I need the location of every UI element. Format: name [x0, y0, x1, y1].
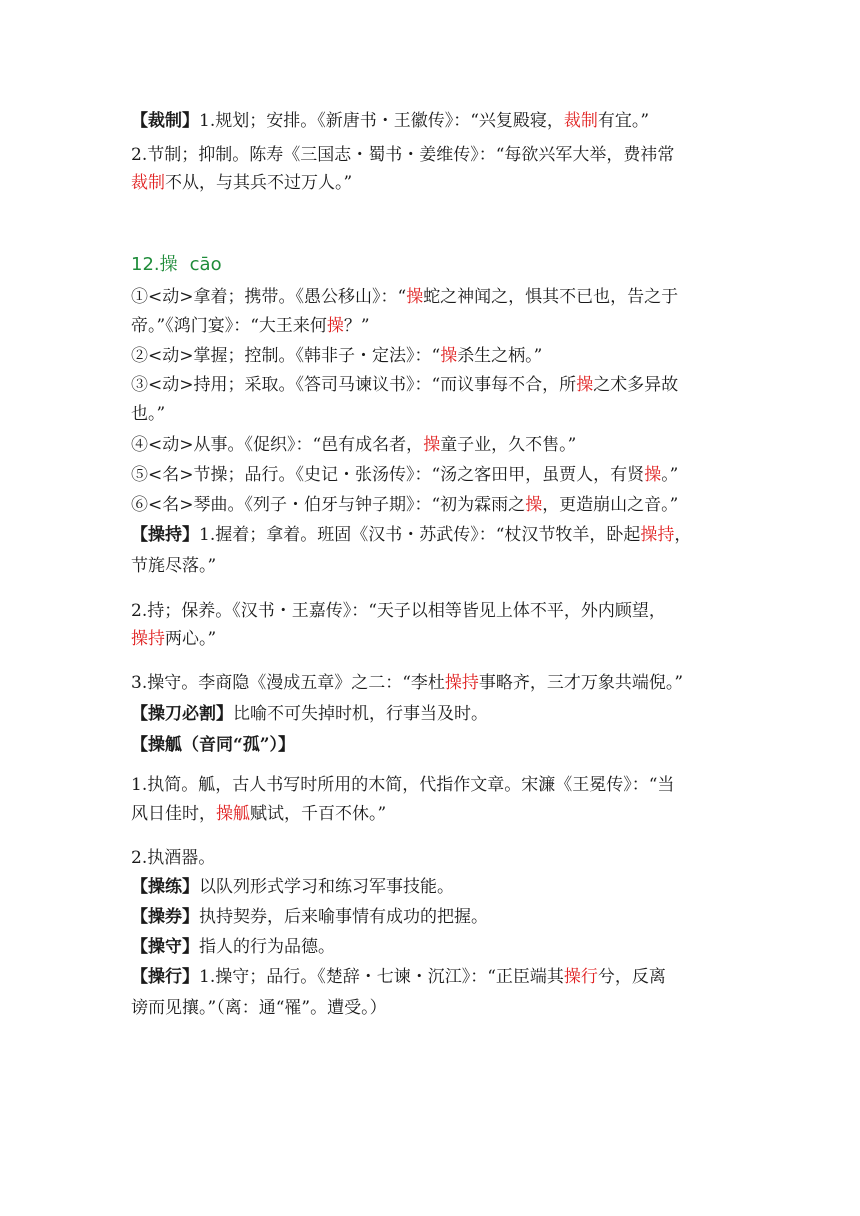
text-segment: ②<动>掌握；控制。《韩非子・定法》：“: [131, 346, 441, 366]
term-bracket: 【操持】: [131, 525, 199, 545]
text-segment: ，: [674, 525, 692, 545]
text-segment: 童子业，久不售。”: [440, 435, 577, 455]
text-segment: 3.操守。李商隐《漫成五章》之二：“李杜: [131, 673, 445, 693]
term-bracket: 【裁制】: [131, 111, 199, 131]
text-line: [131, 703, 488, 725]
text-line: [131, 110, 649, 132]
text-segment: 1.规划；安排。《新唐书・王徽传》：“兴复殿寝，: [199, 111, 564, 131]
heading-pinyin: cāo: [189, 254, 222, 275]
text-segment: 事略齐，三才万象共端倪。”: [478, 673, 684, 693]
term-bracket: 【操券】: [131, 907, 199, 927]
highlighted-term: 裁制: [131, 173, 165, 193]
text-segment: 有宜。”: [597, 111, 650, 131]
text-segment: 风日佳时，: [131, 804, 216, 824]
text-segment: 之术多异故: [593, 375, 679, 395]
text-segment: 帝。”《鸿门宴》：“大王来何: [131, 316, 327, 336]
text-line: [131, 774, 674, 796]
text-segment: ，更造崩山之音。”: [542, 495, 679, 515]
text-line: [131, 144, 674, 166]
text-line: [131, 464, 678, 486]
text-segment: 谤而见攘。”（离：通“罹”。遭受。）: [131, 998, 387, 1018]
text-segment: ⑤<名>节操；品行。《史记・张汤传》：“汤之客田甲，虽贾人，有贤: [131, 465, 645, 485]
text-segment: 指人的行为品德。: [199, 937, 335, 957]
text-line: [131, 906, 488, 928]
text-line: [131, 628, 216, 650]
highlighted-term: 操: [406, 287, 424, 307]
text-segment: 1.握着；拿着。班固《汉书・苏武传》：“杖汉节牧羊，卧起: [199, 525, 641, 545]
text-line: [131, 434, 576, 456]
highlighted-term: 操: [440, 346, 458, 366]
text-line: [131, 172, 352, 194]
text-segment: ？”: [343, 316, 370, 336]
text-segment: 2.持；保养。《汉书・王嘉传》：“天子以相等皆见上体不平，外内顾望，: [131, 601, 666, 621]
highlighted-term: 操持: [444, 673, 479, 693]
text-segment: 两心。”: [165, 629, 217, 649]
text-line: [131, 345, 542, 367]
text-segment: 不从，与其兵不过万人。”: [165, 173, 353, 193]
text-line: [131, 374, 678, 396]
text-line: [131, 286, 678, 308]
text-segment: 以队列形式学习和练习军事技能。: [199, 877, 454, 897]
highlighted-term: 操持: [640, 525, 675, 545]
text-segment: 2.执酒器。: [131, 848, 216, 868]
text-line: [131, 555, 216, 577]
text-segment: 2.节制；抑制。陈寿《三国志・蜀书・姜维传》：“每欲兴军大举，费祎常: [131, 145, 675, 165]
highlighted-term: 操: [644, 465, 662, 485]
highlighted-term: 操: [525, 495, 543, 515]
text-line: [131, 966, 666, 988]
text-line: [131, 847, 215, 869]
heading-char: 操: [159, 254, 178, 275]
text-segment: 也。”: [131, 404, 166, 424]
text-segment: 。”: [661, 465, 679, 485]
text-segment: 比喻不可失掉时机，行事当及时。: [233, 704, 488, 724]
text-segment: ④<动>从事。《促织》：“邑有成名者，: [131, 435, 424, 455]
term-bracket: 【操练】: [131, 877, 199, 897]
text-line: [131, 524, 691, 546]
text-segment: 兮，反离: [597, 967, 666, 987]
heading-number: 12.: [131, 254, 160, 275]
term-bracket: 【操刀必割】: [131, 704, 233, 724]
text-line: [131, 997, 387, 1019]
highlighted-term: 操: [326, 316, 344, 336]
highlighted-term: 裁制: [563, 111, 598, 131]
highlighted-term: 操持: [131, 629, 165, 649]
highlighted-term: 操: [423, 435, 441, 455]
term-bracket: 【操觚（音同“孤”）】: [131, 735, 296, 755]
text-segment: 节旄尽落。”: [131, 556, 217, 576]
section-heading: [131, 254, 222, 276]
text-segment: 1.执简。觚，古人书写时所用的木简，代指作文章。宋濂《王冕传》：“当: [131, 775, 675, 795]
text-segment: 执持契券，后来喻事情有成功的把握。: [199, 907, 488, 927]
text-line: [131, 672, 683, 694]
text-segment: 蛇之神闻之，惧其不已也，告之于: [423, 287, 679, 307]
text-line: [131, 803, 386, 825]
highlighted-term: 操觚: [216, 804, 250, 824]
text-line: [131, 600, 666, 622]
term-bracket: 【操行】: [131, 967, 199, 987]
text-segment: 杀生之柄。”: [457, 346, 543, 366]
term-bracket: 【操守】: [131, 937, 199, 957]
text-line: [131, 936, 335, 958]
text-segment: ③<动>持用；采取。《答司马谏议书》：“而议事每不合，所: [131, 375, 577, 395]
text-segment: 赋试，千百不休。”: [250, 804, 387, 824]
text-segment: ⑥<名>琴曲。《列子・伯牙与钟子期》：“初为霖雨之: [131, 495, 526, 515]
highlighted-term: 操行: [563, 967, 598, 987]
text-line: [131, 734, 295, 756]
text-line: [131, 315, 370, 337]
text-line: [131, 876, 454, 898]
highlighted-term: 操: [576, 375, 594, 395]
text-segment: ①<动>拿着；携带。《愚公移山》：“: [131, 287, 407, 307]
text-line: [131, 494, 678, 516]
text-line: [131, 403, 165, 425]
text-segment: 1.操守；品行。《楚辞・七谏・沉江》：“正臣端其: [199, 967, 564, 987]
